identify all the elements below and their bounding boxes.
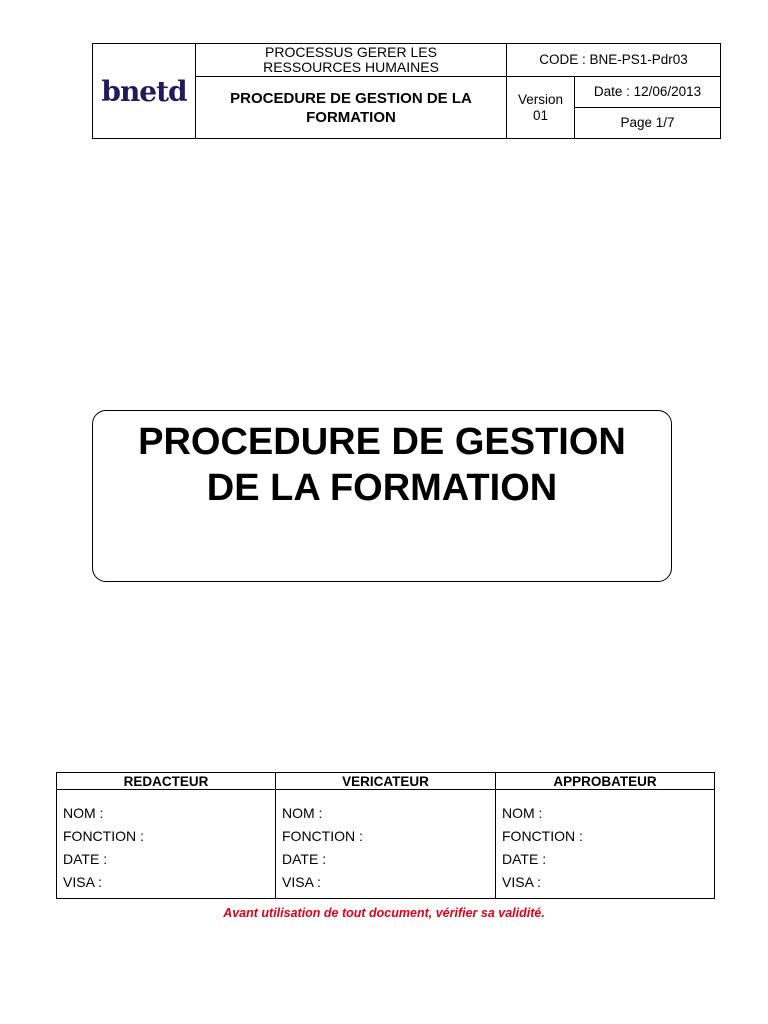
document-title-box	[92, 410, 672, 582]
verificateur-cell	[276, 790, 496, 899]
approbateur-date-label: DATE :	[502, 851, 547, 867]
validity-notice: Avant utilisation de tout document, vérifier sa validité.	[223, 906, 545, 920]
redacteur-date-label: DATE :	[63, 851, 108, 867]
redacteur-fonction-label: FONCTION :	[63, 828, 144, 844]
approbateur-cell	[496, 790, 715, 899]
approbateur-visa-label: VISA :	[502, 874, 541, 890]
logo-cell	[93, 44, 196, 139]
redacteur-header: REDACTEUR	[57, 773, 276, 790]
approbateur-header: APPROBATEUR	[496, 773, 715, 790]
version-number: 01	[532, 107, 549, 123]
procedure-line-1: PROCEDURE DE GESTION DE LA	[230, 89, 472, 107]
verificateur-header: VERICATEUR	[276, 773, 496, 790]
page-number-cell: Page 1/7	[575, 108, 721, 139]
procedure-line-2: FORMATION	[306, 108, 396, 126]
document-header	[92, 43, 721, 139]
date-cell: Date : 12/06/2013	[575, 77, 721, 108]
procedure-title-cell	[196, 77, 507, 139]
process-line-2: RESSOURCES HUMAINES	[263, 59, 439, 75]
redacteur-cell	[57, 790, 276, 899]
code-cell: CODE : BNE-PS1-Pdr03	[507, 44, 721, 77]
redacteur-nom-label: NOM :	[63, 805, 104, 821]
signature-table	[56, 772, 715, 899]
verificateur-date-label: DATE :	[282, 851, 327, 867]
version-cell	[507, 77, 575, 139]
verificateur-nom-label: NOM :	[282, 805, 323, 821]
approbateur-fonction-label: FONCTION :	[502, 828, 583, 844]
process-line-1: PROCESSUS GERER LES	[265, 44, 437, 60]
verificateur-visa-label: VISA :	[282, 874, 321, 890]
redacteur-visa-label: VISA :	[63, 874, 102, 890]
verificateur-fonction-label: FONCTION :	[282, 828, 363, 844]
document-title	[93, 419, 671, 511]
document-title-line-2: DE LA FORMATION	[206, 467, 558, 509]
process-cell	[196, 44, 507, 77]
version-label: Version	[517, 91, 564, 107]
bnetd-logo: bnetd	[101, 74, 187, 108]
document-title-line-1: PROCEDURE DE GESTION	[138, 421, 626, 463]
approbateur-nom-label: NOM :	[502, 805, 543, 821]
